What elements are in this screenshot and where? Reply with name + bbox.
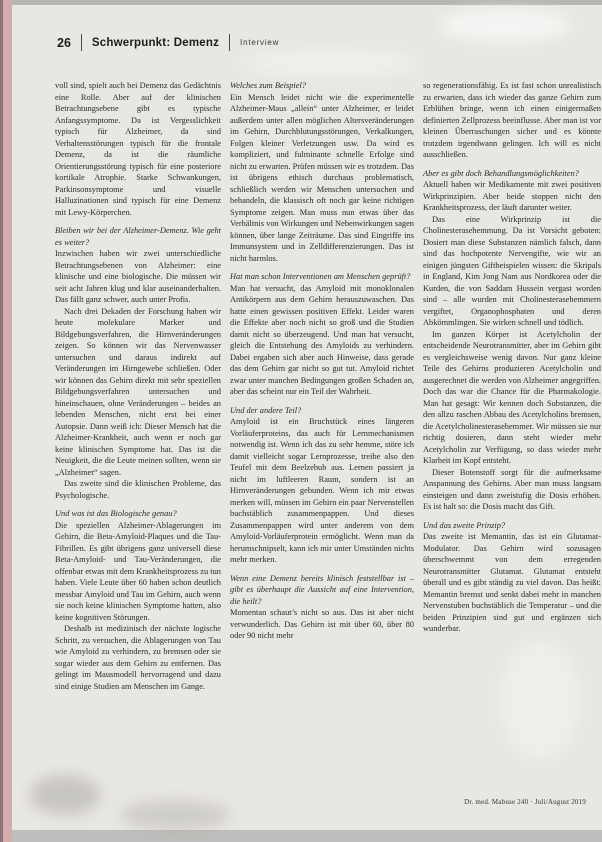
interview-question: Hat man schon Interventionen am Menschen geprüft? <box>230 272 411 281</box>
text-column-3 <box>423 80 601 692</box>
binding-edge-strip <box>3 0 12 842</box>
page-header <box>57 34 279 51</box>
interview-question: Und der andere Teil? <box>230 405 302 415</box>
interview-question: Bleiben wir bei der Alzheimer-Demenz. Wie geht es weiter? <box>55 226 221 247</box>
article-paragraph: Momentan schaut’s nicht so aus. Das ist aber nicht verwunderlich. Das Gehirn ist mit über 60, über 80 oder 90 nicht mehr <box>230 608 414 640</box>
article-paragraph: voll sind, spielt auch bei Demenz das Gedächtnis eine Rolle. Aber auf der klinischen Betrachtungsebene gibt es typische Anfangssymptome. Da ist Vergesslichkeit typisch für Alzheimer, da sind Verhaltensstörungen typisch für die frontale Demenz, da ist die räumliche Orientierungsstörung typisch für eine posteriore kortikale Atrophie. Starke Schwankungen, Parkinsonsymptome und visuelle Halluzinationen sind typisch für eine Demenz mit Lewy-Körperchen. <box>55 81 221 217</box>
article-paragraph: Dieser Botenstoff sorgt für die aufmerksame Anspannung des Gehirns. Aber man muss langsam einsteigen und dann zweistufig die Dosis erhöhen. Es ist halt so: die Dosis macht das Gift. <box>423 467 601 511</box>
article-paragraph: Das eine Wirkprinzip ist die Cholinesterasehemmung. Da ist Vorsicht geboten: Dosiert man diese Substanzen nämlich falsch, dann sind das hochpotente Nervengifte, wie wir an einigen jüngsten Giftbeispielen wissen: die Skripals in England, Kim Jong Nam aus Nordkorea oder die Kurden, die von Saddam Hussein vergast worden sind – alle wurden mit Cholinesterasehemmern vergiftet, Organophosphaten und deren Abkömmlingen. Sie wirken schnell und tödlich. <box>423 214 601 327</box>
article-paragraph: Inzwischen haben wir zwei unterschiedliche Betrachtungsebenen von Alzheimer: eine klinische und eine biologische. Die müssen wir seit acht Jahren klug und klar auseinanderhalten. Das fällt ganz schwer, auch unter Profis. <box>55 249 221 304</box>
header-divider <box>81 34 82 51</box>
article-paragraph: Nach drei Dekaden der Forschung haben wir heute molekulare Marker und Bildgebungsverfahren, die Hirnveränderungen zeigen. So können wir das Nervenwasser untersuchen und daraus indirekt auf Veränderungen im Hirngewebe schließen. Oder wir können das Gehirn direkt mit sehr speziellen Bildgebungsverfahren untersuchen und hineinschauen, ohne Veränderungen – beides an lebenden Menschen, nicht erst bei einer Autopsie. Dann weiß ich: Dieser Mensch hat die Alzheimer-Krankheit, auch wenn er noch gar keine klinischen Symptome hat. Das ist die Neuigkeit, die die Leute meinen sollten, wenn sie „Alzheimer“ sagen. <box>55 306 221 477</box>
article-paragraph: Deshalb ist medizinisch der nächste logische Schritt, zu versuchen, die Ablagerungen von Tau wie Amyloid zu verhindern, zu bremsen oder sie sogar wieder aus dem Gehirn zu entfernen. Das gelingt im Mausmodell hervorragend und dazu sind einige Studien am Menschen im Gange. <box>55 624 221 691</box>
article-paragraph: Das zweite ist Memantin, das ist ein Glutamat-Modulator. Das Gehirn wird sozusagen überschwemmt von dem erregenden Neurotransmitter Glutamat. Glutamat entsteht überall und es gibt ständig zu viel davon. Das heißt: Memantin bremst und senkt dabei mehr in manchen Nervenstuben buchstäblich die Temperatur – und die beiden Prinzipien sind gut und ergänzen sich wunderbar. <box>423 532 601 633</box>
article-paragraph: Im ganzen Körper ist Acetylcholin der entscheidende Neurotransmitter, aber im Gehirn gibt es vergleichsweise wenig davon. Nur ganz kleine Teile des Gehirns produzieren Acetylcholin und ausgerechnet die werden von Alzheimer angegriffen. Doch das war die Chance für die Pharmakologie. Man hat gesagt: Wir kennen doch Substanzen, die den allzu raschen Abbau des Acetylcholins bremsen, die Acetylcholinesterasehemmer. Wir müssen sie nur richtig dosieren, dann steht wieder mehr Acetylcholin zur Verfügung, so dass wieder mehr Klarheit im Kopf entsteht. <box>423 329 601 465</box>
article-paragraph: so regenerationsfähig. Es ist fast schon unrealistisch zu erwarten, dass ich wieder das ganze Gehirn zum Erblühen bringe, wenn ich einen einigermaßen definierten Zellprozess beeinflusse. Aber man ist vor kleinen Überraschungen sicher und es könnte trotzdem irgendwann gelingen. Ich will es nicht ausschließen. <box>423 81 601 159</box>
header-divider <box>229 34 230 51</box>
interview-question: Und das zweite Prinzip? <box>423 520 506 530</box>
interview-question: Welches zum Beispiel? <box>230 81 306 90</box>
section-title: Schwerpunkt: Demenz <box>91 36 220 49</box>
article-paragraph: Aktuell haben wir Medikamente mit zwei positiven Wirkprinzipien. Aber beide stoppen nicht den Krankheitsprozess, der läuft darunter weiter. <box>423 180 601 212</box>
scan-edge-top <box>12 0 602 5</box>
text-column-2 <box>230 80 414 692</box>
scan-edge-bottom <box>12 830 602 842</box>
interview-question: Und was ist das Biologische genau? <box>55 509 177 518</box>
article-body <box>55 80 601 692</box>
text-column-1 <box>55 80 221 692</box>
article-paragraph: Die speziellen Alzheimer-Ablagerungen im Gehirn, die Beta-Amyloid-Plaques und die Tau-Fibrillen. Es gibt übrigens ganz universell diese Beta-Amyloid- und Tau-Veränderungen, die offenbar etwas mit dem Krankheitsprozess zu tun haben. Viele Leute über 60 haben schon deutlich messbar Amyloid und Tau im Gehirn, auch wenn sie noch keine klinischen Symptome hatten, also keine kognitiven Störungen. <box>55 520 221 622</box>
article-paragraph: Amyloid ist ein Bruchstück eines längeren Vorläuferproteins, das auch für Lernmechanismen notwendig ist. Wenn ich das zu sehr hemme, störe ich damit vielleicht sogar Lernprozesse, treibe also den Teufel mit dem Beelzebub aus. Lernen passiert ja nicht im luftleeren Raum, sondern ist an Hirnveränderungen gebunden. Wenn ich mir etwas merken will, müssen im Gehirn ein paar Nervenstellen buchstäblich zusammenpappen. Und dieses Zusammenpappen wird unter anderem von dem Amyloid-Vorläuferprotein ermöglicht. Wenn man da herumschnipselt, kann ich mir unter Umständen nichts mehr merken. <box>230 417 414 564</box>
article-paragraph: Das zweite sind die klinischen Probleme, das Psychologische. <box>55 479 221 500</box>
interview-question: Aber es gibt doch Behandlungsmöglichkeiten? <box>423 168 579 178</box>
interview-question: Wenn eine Demenz bereits klinisch feststellbar ist – gibt es überhaupt die Aussicht auf eine Intervention, die heilt? <box>230 573 414 606</box>
page-number: 26 <box>57 35 71 50</box>
rubric-label: Interview <box>240 38 280 47</box>
article-paragraph: Ein Mensch leidet nicht wie die experimentelle Alzheimer-Maus „allein“ unter Alzheimer, er leidet außerdem unter allen möglichen Altersveränderungen im Gehirn, Durchblutungsstörungen, Verkalkungen, Folgen kleiner Verletzungen usw. Da wird es kompliziert, und fulminante schnelle Erfolge sind nicht zu erwarten. Prüfen müssen wir es trotzdem. Das ist übrigens ethisch durchaus problematisch, schließlich werden wir Menschen untersuchen und behandeln, die klassisch oft noch gar keine richtigen Symptome zeigen. Man muss nun etwas über das Verhältnis von Wirkungen und Nebenwirkungen sagen können, über lange Zeiträume. Das sind Eingriffe ins Immunsystem und in Zelldifferenzierungen. Das ist nicht harmlos. <box>230 92 414 263</box>
article-paragraph: Man hat versucht, das Amyloid mit monoklonalen Antikörpern aus dem Gehirn herauszuwaschen. Das hatte einen gewissen positiven Effekt. Leider waren die Effekte aber noch nicht so groß und die Studien damit nicht so überzeugend. Und man hat versucht, gleich die Entstehung des Amyloids zu verhindern. Dabei ergaben sich aber auch Hinweise, dass gerade das dem Gehirn gar nicht so gut tut. Amyloid richtet zwar unter manchen Bedingungen großen Schaden an, aber das scheint nur ein Teil der Wahrheit. <box>230 283 414 396</box>
journal-footer: Dr. med. Mabuse 240 · Juli/August 2019 <box>464 798 586 806</box>
